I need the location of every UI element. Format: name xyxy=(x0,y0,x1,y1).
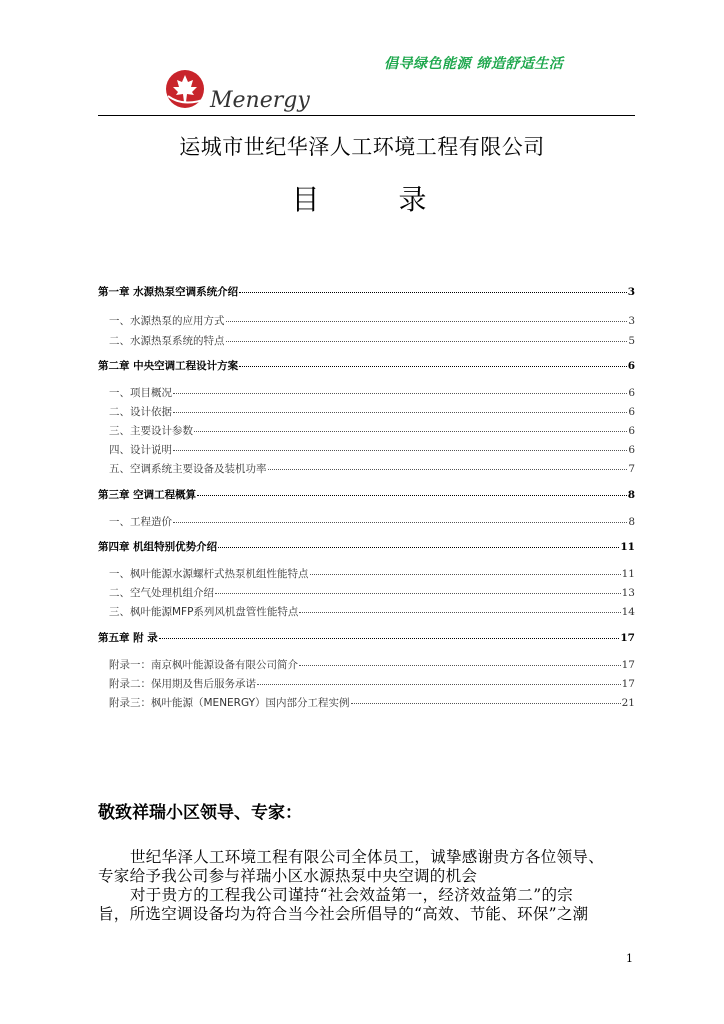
toc-label: 第二章 中央空调工程设计方案 xyxy=(98,360,239,372)
body-line: 旨，所选空调设备均为符合当今社会所倡导的“高效、节能、环保”之潮 xyxy=(98,905,589,923)
page-number: 1 xyxy=(626,952,633,965)
toc-label: 附录三：枫叶能源（MENERGY）国内部分工程实例 xyxy=(109,697,350,709)
dot-leader xyxy=(239,366,627,367)
toc-label: 一、水源热泵的应用方式 xyxy=(109,315,225,327)
toc-label: 三、枫叶能源MFP系列风机盘管性能特点 xyxy=(109,606,299,618)
toc-label: 第五章 附 录 xyxy=(98,632,158,644)
toc-entry[interactable] xyxy=(98,385,635,400)
dot-leader xyxy=(173,393,627,394)
dot-leader xyxy=(310,574,621,575)
dot-leader xyxy=(226,321,628,322)
toc-chapter-3[interactable] xyxy=(98,487,635,502)
toc-page: 17 xyxy=(621,659,635,671)
toc-page: 3 xyxy=(628,315,635,327)
dot-leader xyxy=(257,684,621,685)
dot-leader xyxy=(173,522,627,523)
body-line: 对于贵方的工程我公司谨持“社会效益第一，经济效益第二”的宗 xyxy=(130,886,574,904)
dot-leader xyxy=(239,292,627,293)
toc-entry[interactable] xyxy=(98,514,635,529)
toc-page: 17 xyxy=(620,632,635,644)
toc-page: 17 xyxy=(621,678,635,690)
toc-entry[interactable] xyxy=(98,313,635,328)
dot-leader xyxy=(197,495,627,496)
toc-entry[interactable] xyxy=(98,566,635,581)
toc-entry[interactable] xyxy=(98,461,635,476)
toc-page: 13 xyxy=(621,587,635,599)
toc-chapter-5[interactable] xyxy=(98,630,635,645)
toc-entry[interactable] xyxy=(98,657,635,672)
toc-label: 附录一：南京枫叶能源设备有限公司简介 xyxy=(109,659,298,671)
toc-chapter-4[interactable] xyxy=(98,539,635,554)
toc-label: 二、水源热泵系统的特点 xyxy=(109,335,225,347)
toc-label: 五、空调系统主要设备及装机功率 xyxy=(109,463,267,475)
dot-leader xyxy=(299,665,621,666)
toc-label: 二、空气处理机组介绍 xyxy=(109,587,214,599)
toc-entry[interactable] xyxy=(98,333,635,348)
toc-label: 第三章 空调工程概算 xyxy=(98,489,197,501)
toc-label: 附录二：保用期及售后服务承诺 xyxy=(109,678,256,690)
toc-label: 一、项目概况 xyxy=(109,387,172,399)
toc-label: 三、主要设计参数 xyxy=(109,425,193,437)
toc-page: 21 xyxy=(621,697,635,709)
company-name: 运城市世纪华泽人工环境工程有限公司 xyxy=(179,135,545,159)
dot-leader xyxy=(299,612,620,613)
letter-body xyxy=(98,848,643,924)
dot-leader xyxy=(194,431,627,432)
toc-page: 3 xyxy=(627,286,635,298)
body-line: 世纪华泽人工环境工程有限公司全体员工，诚挚感谢贵方各位领导、 xyxy=(130,848,605,866)
company-logo xyxy=(164,64,310,114)
toc-page: 6 xyxy=(628,425,635,437)
toc-label: 一、枫叶能源水源螺杆式热泵机组性能特点 xyxy=(109,568,309,580)
toc-page: 8 xyxy=(627,489,635,501)
toc-label: 第四章 机组特别优势介绍 xyxy=(98,541,218,553)
toc-chapter-2[interactable] xyxy=(98,358,635,373)
dot-leader xyxy=(173,450,627,451)
toc-chapter-1[interactable] xyxy=(98,284,635,299)
toc-entry[interactable] xyxy=(98,676,635,691)
toc-entry[interactable] xyxy=(98,585,635,600)
toc-page: 11 xyxy=(621,568,635,580)
toc-entry[interactable] xyxy=(98,442,635,457)
toc-label: 一、工程造价 xyxy=(109,516,172,528)
toc-title: 目 录 xyxy=(291,183,447,216)
maple-leaf-logo-icon xyxy=(164,68,210,110)
body-line: 专家给予我公司参与祥瑞小区水源热泵中央空调的机会 xyxy=(98,867,478,885)
toc-entry[interactable] xyxy=(98,604,635,619)
toc-entry[interactable] xyxy=(98,404,635,419)
dot-leader xyxy=(159,638,620,639)
toc-page: 14 xyxy=(621,606,635,618)
greeting-heading: 敬致祥瑞小区领导、专家： xyxy=(98,803,302,823)
dot-leader xyxy=(173,412,627,413)
dot-leader xyxy=(215,593,621,594)
toc-label: 四、设计说明 xyxy=(109,444,172,456)
dot-leader xyxy=(218,547,619,548)
toc-page: 6 xyxy=(628,444,635,456)
toc-entry[interactable] xyxy=(98,695,635,710)
header-divider xyxy=(98,115,635,116)
header-slogan: 倡导绿色能源 缔造舒适生活 xyxy=(384,56,564,72)
toc-label: 二、设计依据 xyxy=(109,406,172,418)
logo-text: Menergy xyxy=(210,88,310,113)
dot-leader xyxy=(226,341,628,342)
toc-label: 第一章 水源热泵空调系统介绍 xyxy=(98,286,239,298)
toc-page: 6 xyxy=(627,360,635,372)
toc-page: 5 xyxy=(628,335,635,347)
dot-leader xyxy=(268,469,628,470)
toc-page: 8 xyxy=(628,516,635,528)
toc-page: 11 xyxy=(620,541,635,553)
toc-page: 6 xyxy=(628,387,635,399)
toc-entry[interactable] xyxy=(98,423,635,438)
toc-page: 7 xyxy=(628,463,635,475)
toc-page: 6 xyxy=(628,406,635,418)
dot-leader xyxy=(351,703,621,704)
